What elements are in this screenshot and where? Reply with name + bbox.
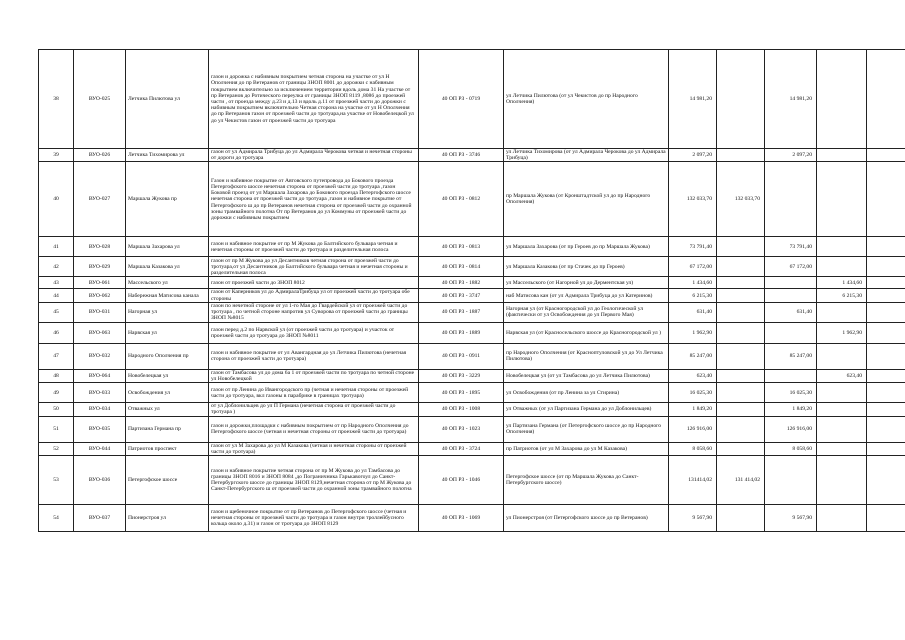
- table-row: [39, 257, 905, 277]
- area-category-3-cell: [817, 257, 867, 277]
- total-area-cell: 131414,02: [669, 456, 717, 505]
- area-category-2-cell: 9 567,90: [765, 505, 817, 532]
- row-number-cell: 44: [39, 289, 74, 302]
- area-category-1-cell: [717, 403, 765, 416]
- object-code-cell: ВУО-061: [74, 277, 126, 289]
- street-location-cell: пр Маршала Жукова (от Кронштадтской ул до пр Народного Ополчения): [504, 162, 669, 237]
- object-description-cell: газон от ул Адмирала Трибуца до ул Адмирала Черокова четная и нечетная стороны от дороги до тротуара: [209, 149, 419, 162]
- object-code-cell: ВУО-044: [74, 442, 126, 455]
- row-number-cell: 45: [39, 302, 74, 322]
- table-row: [39, 237, 905, 257]
- object-name-cell: Новобелецкая ул: [126, 369, 209, 382]
- object-description-cell: газон от пр М Жукова до ул Десантников четная сторона от проезжей части до тротуара,от ул Десантников до Балтийского бульвара четная и нечетная стороны и разделительная полоса: [209, 257, 419, 277]
- area-category-1-cell: [717, 289, 765, 302]
- street-location-cell: Новобелецкая ул (от ул Тамбасова до ул Летчика Пилютова): [504, 369, 669, 382]
- table-row: [39, 505, 905, 532]
- object-description-cell: Газон и набивное покрытие от Автовского путепровода до Бокового проезда Петергофского шоссе нечетная сторона от проезжей части до тротуара ,газон Боковой проезд от ул Маршала Захарова до Бокового проезда Петергофского шоссе нечетная сторона от проезжей части до тротуара ,газон и набивное покрытие от Петергофского ш до пр Ветеранов нечетная сторона от проезжей части до охранной зоны трамвайного полотна От пр Ветеранов до ул Коммуны от проезжей части до дорожки с набивным покрытием: [209, 162, 419, 237]
- area-category-3-cell: [817, 149, 867, 162]
- object-code-cell: ВУО-034: [74, 403, 126, 416]
- area-category-2-cell: [765, 289, 817, 302]
- area-category-3-cell: [817, 505, 867, 532]
- object-name-cell: Петергофское шоссе: [126, 456, 209, 505]
- object-name-cell: Маршала Жукова пр: [126, 162, 209, 237]
- row-number-cell: 49: [39, 383, 74, 403]
- area-category-2-cell: 85 247,00: [765, 343, 817, 369]
- object-name-cell: Патриотов проспект: [126, 442, 209, 455]
- row-number-cell: 53: [39, 456, 74, 505]
- object-code-cell: ВУО-036: [74, 456, 126, 505]
- registry-number-cell: 40 ОП РЗ - 0814: [419, 257, 504, 277]
- total-area-cell: 9 567,90: [669, 505, 717, 532]
- area-category-2-cell: [765, 322, 817, 343]
- area-category-3-cell: [817, 416, 867, 442]
- object-description-cell: газон от Каперников ул до АдмиралаТрибуца ул от проезжей части до тротуара обе стороны: [209, 289, 419, 302]
- object-description-cell: газон от пр Ленина до Ивангородского пр (четная и нечетная стороны от проезжей части до тротуара, вкл газоны в парабрике в границах тротуара): [209, 383, 419, 403]
- area-category-3-cell: [817, 162, 867, 237]
- total-area-cell: 126 916,00: [669, 416, 717, 442]
- total-area-cell: 1 962,90: [669, 322, 717, 343]
- object-name-cell: Набережная Матисова канала: [126, 289, 209, 302]
- object-description-cell: газон и щебеночное покрытие от пр Ветеранов до Петергофского шоссе (четная и нечетная стороны от проезжей части до тротуара и газон внутри троллейбусного кольца около д.31) и газон от тротуара до ЗНОП 8129: [209, 505, 419, 532]
- area-category-1-cell: [717, 149, 765, 162]
- registry-number-cell: 40 ОП РЗ - 1889: [419, 322, 504, 343]
- area-category-3-cell: [817, 456, 867, 505]
- object-description-cell: газон от проезжей части до ЗНОП 8012: [209, 277, 419, 289]
- area-category-4-cell: [867, 403, 905, 416]
- area-category-1-cell: [717, 369, 765, 382]
- object-name-cell: Народного Ополчения пр: [126, 343, 209, 369]
- registry-number-cell: 40 ОП РЗ - 0813: [419, 237, 504, 257]
- object-name-cell: Нагорная ул: [126, 302, 209, 322]
- total-area-cell: 8 058,60: [669, 442, 717, 455]
- object-code-cell: ВУО-025: [74, 50, 126, 149]
- object-code-cell: ВУО-064: [74, 369, 126, 382]
- total-area-cell: 631,40: [669, 302, 717, 322]
- object-name-cell: Партизана Германа пр: [126, 416, 209, 442]
- registry-number-cell: 40 ОП РЗ - 1069: [419, 505, 504, 532]
- street-location-cell: ул Партизана Германа (от Петергофского шоссе до пр Народного Ополчения): [504, 416, 669, 442]
- total-area-cell: 6 215,30: [669, 289, 717, 302]
- street-location-cell: ул Пионерстроя (от Петергофского шоссе до пр Ветеранов): [504, 505, 669, 532]
- area-category-4-cell: [867, 302, 905, 322]
- object-description-cell: газон перед д.2 по Нарвской ул (от проезжей части до тротуара) и участок от проезжей части до тротуара до ЗНОП №8011: [209, 322, 419, 343]
- object-code-cell: ВУО-028: [74, 237, 126, 257]
- area-category-3-cell: 623,40: [817, 369, 867, 382]
- total-area-cell: 16 025,30: [669, 383, 717, 403]
- area-category-4-cell: [867, 383, 905, 403]
- area-category-1-cell: [717, 442, 765, 455]
- registry-number-cell: 40 ОП РЗ - 3747: [419, 289, 504, 302]
- area-category-4-cell: [867, 257, 905, 277]
- total-area-cell: 2 097,20: [669, 149, 717, 162]
- table-body: [39, 50, 905, 532]
- total-area-cell: 132 033,70: [669, 162, 717, 237]
- row-number-cell: 48: [39, 369, 74, 382]
- total-area-cell: 85 247,00: [669, 343, 717, 369]
- area-category-4-cell: [867, 505, 905, 532]
- area-category-1-cell: [717, 277, 765, 289]
- total-area-cell: 623,40: [669, 369, 717, 382]
- area-category-2-cell: 16 025,30: [765, 383, 817, 403]
- table-row: [39, 302, 905, 322]
- area-category-2-cell: 8 058,60: [765, 442, 817, 455]
- area-category-1-cell: [717, 237, 765, 257]
- row-number-cell: 46: [39, 322, 74, 343]
- street-location-cell: ул Летчика Тихомирова (от ул Адмирала Черокова до ул Адмирала Трибуца): [504, 149, 669, 162]
- area-category-1-cell: [717, 50, 765, 149]
- object-description-cell: газон и дорожки,площадки с набивным покрытием от пр Народного Ополчения до Петергофского шоссе (четная и нечетная стороны от проезжей части до тротуара): [209, 416, 419, 442]
- object-name-cell: Массельского ул: [126, 277, 209, 289]
- row-number-cell: 41: [39, 237, 74, 257]
- area-category-2-cell: 2 097,20: [765, 149, 817, 162]
- row-number-cell: 50: [39, 403, 74, 416]
- area-category-2-cell: 631,40: [765, 302, 817, 322]
- area-category-2-cell: 1 849,20: [765, 403, 817, 416]
- object-name-cell: Летчика Тихомирова ул: [126, 149, 209, 162]
- area-category-3-cell: [817, 343, 867, 369]
- row-number-cell: 42: [39, 257, 74, 277]
- registry-number-cell: 40 ОП РЗ - 3746: [419, 149, 504, 162]
- area-category-4-cell: [867, 416, 905, 442]
- object-name-cell: Пионерстроя ул: [126, 505, 209, 532]
- area-category-3-cell: 1 962,90: [817, 322, 867, 343]
- table-row: [39, 369, 905, 382]
- area-category-4-cell: [867, 149, 905, 162]
- row-number-cell: 39: [39, 149, 74, 162]
- registry-number-cell: 40 ОП РЗ - 0812: [419, 162, 504, 237]
- area-category-1-cell: [717, 416, 765, 442]
- total-area-cell: 67 172,00: [669, 257, 717, 277]
- registry-number-cell: 40 ОП РЗ - 1046: [419, 456, 504, 505]
- street-location-cell: ул Массельского (от Нагорной ул до Дерментская ул): [504, 277, 669, 289]
- area-category-3-cell: [817, 403, 867, 416]
- object-code-cell: ВУО-035: [74, 416, 126, 442]
- area-category-4-cell: [867, 322, 905, 343]
- area-category-1-cell: [717, 383, 765, 403]
- area-category-4-cell: [867, 277, 905, 289]
- object-description-cell: газон от ул М Захарова до ул М Казакова (четная и нечетная стороны от проезжей части до тротуара): [209, 442, 419, 455]
- area-category-1-cell: [717, 505, 765, 532]
- object-name-cell: Маршала Казакова ул: [126, 257, 209, 277]
- area-category-4-cell: [867, 50, 905, 149]
- table-row: [39, 289, 905, 302]
- object-description-cell: газон и дорожка с набивным покрытием четная сторона на участке от ул Н Ополчения до пр Ветеранов от границы ЗНОП 8001 до дорожки с набивным покрытием включительно за исключением территории вдоль дома 31 На участке от пр Ветеранов до Ротического переулка от границы ЗНОП 8119 ,8086 до проезжей части , от проезда между д.23 и д.13 и вдоль д.11 от проезжей части до дорожки с набивным покрытием включительно Четная сторона на участке от ул Н Ополчения до пр Ветеранов газон от проезжей части до тротуара,на участке от Новобелецкой ул до ул Чекистов газон от проезжей части до тротуара: [209, 50, 419, 149]
- area-category-3-cell: [817, 442, 867, 455]
- row-number-cell: 38: [39, 50, 74, 149]
- area-category-2-cell: 73 791,40: [765, 237, 817, 257]
- object-code-cell: ВУО-027: [74, 162, 126, 237]
- total-area-cell: 1 434,60: [669, 277, 717, 289]
- street-location-cell: ул Летчика Пилютова (от ул Чекистов до пр Народного Ополчения): [504, 50, 669, 149]
- table-row: [39, 149, 905, 162]
- row-number-cell: 40: [39, 162, 74, 237]
- total-area-cell: 14 981,20: [669, 50, 717, 149]
- row-number-cell: 43: [39, 277, 74, 289]
- area-category-3-cell: 6 215,30: [817, 289, 867, 302]
- object-code-cell: ВУО-063: [74, 322, 126, 343]
- table-row: [39, 456, 905, 505]
- table-row: [39, 442, 905, 455]
- street-location-cell: ул Освобождения (от пр Ленина за ул Стирина): [504, 383, 669, 403]
- area-category-2-cell: [765, 456, 817, 505]
- area-category-4-cell: [867, 369, 905, 382]
- object-code-cell: ВУО-033: [74, 383, 126, 403]
- area-category-3-cell: [817, 237, 867, 257]
- area-category-2-cell: 126 916,00: [765, 416, 817, 442]
- object-name-cell: Отважных ул: [126, 403, 209, 416]
- area-category-3-cell: [817, 302, 867, 322]
- registry-number-cell: 40 ОП РЗ - 0719: [419, 50, 504, 149]
- area-category-1-cell: [717, 257, 765, 277]
- object-name-cell: Нарвская ул: [126, 322, 209, 343]
- row-number-cell: 54: [39, 505, 74, 532]
- registry-number-cell: 40 ОП РЗ - 1895: [419, 383, 504, 403]
- table-row: [39, 277, 905, 289]
- street-location-cell: ул Отважных (от ул Партизана Германа до ул Доблонильцев): [504, 403, 669, 416]
- object-description-cell: газон по нечетной стороне от ул 1-го Мая до Гвардейской ул от проезжей части до тротуара , по четной стороне напротив ул Суворова от проезжей части до границы ЗНОП №8015: [209, 302, 419, 322]
- object-code-cell: ВУО-032: [74, 343, 126, 369]
- table-row: [39, 162, 905, 237]
- street-location-cell: пр Народного Ополчения (от Красноптуловской ул до Ул Летчика Пилютова): [504, 343, 669, 369]
- street-location-cell: наб Матисова кан (от ул Адмирала Трибуца до ул Катеринов): [504, 289, 669, 302]
- table-row: [39, 416, 905, 442]
- area-category-1-cell: [717, 343, 765, 369]
- registry-number-cell: 40 ОП РЗ - 3229: [419, 369, 504, 382]
- street-location-cell: пр Патриотов (от ул М Захарова до ул М Казакова): [504, 442, 669, 455]
- object-name-cell: Летчика Пилютова ул: [126, 50, 209, 149]
- area-category-2-cell: [765, 277, 817, 289]
- object-code-cell: ВУО-037: [74, 505, 126, 532]
- area-category-1-cell: 131 414,02: [717, 456, 765, 505]
- street-location-cell: ул Маршала Захарова (от пр Героев до пр Маршала Жукова): [504, 237, 669, 257]
- object-description-cell: газон от Тамбасова ул до дома 6а 1 от проезжей части по тротуара по четной стороне ул Новобелецкой: [209, 369, 419, 382]
- area-category-3-cell: [817, 383, 867, 403]
- object-name-cell: Маршала Захарова ул: [126, 237, 209, 257]
- table-row: [39, 343, 905, 369]
- object-code-cell: ВУО-031: [74, 302, 126, 322]
- registry-number-cell: 40 ОП РЗ - 1008: [419, 403, 504, 416]
- object-description-cell: газон и набивное покрытие от пр М Жукова до Балтийского бульвара четная и нечетная стороны от проезжей части до тротуара и разделительная полоса: [209, 237, 419, 257]
- area-category-4-cell: [867, 162, 905, 237]
- table-row: [39, 50, 905, 149]
- area-category-3-cell: 1 434,60: [817, 277, 867, 289]
- area-category-4-cell: [867, 237, 905, 257]
- object-name-cell: Освобождения ул: [126, 383, 209, 403]
- street-location-cell: ул Маршала Казакова (от пр Стачек до пр Героев): [504, 257, 669, 277]
- area-category-4-cell: [867, 442, 905, 455]
- object-description-cell: от ул Доблонильцев до ул П Германа (нечетная сторона от проезжей части до тротуара ): [209, 403, 419, 416]
- area-category-4-cell: [867, 289, 905, 302]
- total-area-cell: 1 849,20: [669, 403, 717, 416]
- area-category-1-cell: [717, 322, 765, 343]
- registry-number-cell: 40 ОП РЗ - 1887: [419, 302, 504, 322]
- object-code-cell: ВУО-026: [74, 149, 126, 162]
- area-category-1-cell: [717, 302, 765, 322]
- area-category-2-cell: 14 981,20: [765, 50, 817, 149]
- row-number-cell: 51: [39, 416, 74, 442]
- object-description-cell: газон и набивное покрытие четная сторона от пр М Жукова до ул Тамбасова до границы ЗНОП 8016 и ЗНОП 8084 ,до Пограничника Гарькавогоул до Санкт-Петербургского шоссе до границы ЗНОП 8129,нечетная сторона от пр М Жукова до Санкт-Петербургского ш от проезжей части до охранной зоны трамвайного полотна: [209, 456, 419, 505]
- table-row: [39, 383, 905, 403]
- street-location-cell: Нагорная ул (от Красногородской ул до Геологической ул (фактически от ул Освобождения до ул Первого Мая): [504, 302, 669, 322]
- area-category-2-cell: [765, 369, 817, 382]
- area-category-2-cell: [765, 162, 817, 237]
- land-plots-table: [38, 49, 905, 532]
- registry-number-cell: 40 ОП РЗ - 1023: [419, 416, 504, 442]
- area-category-4-cell: [867, 343, 905, 369]
- row-number-cell: 47: [39, 343, 74, 369]
- area-category-1-cell: 132 033,70: [717, 162, 765, 237]
- street-location-cell: Нарвская ул (от Красносельского шоссе до Красногородской ул ): [504, 322, 669, 343]
- object-code-cell: ВУО-029: [74, 257, 126, 277]
- street-location-cell: Петергофское шоссе (от пр Маршала Жукова до Санкт-Петербургского шоссе): [504, 456, 669, 505]
- total-area-cell: 73 791,40: [669, 237, 717, 257]
- row-number-cell: 52: [39, 442, 74, 455]
- object-description-cell: газон и набивное покрытие от ул Авангардная до ул Летчика Пилютова (нечетная сторона от проезжей части до тротуара): [209, 343, 419, 369]
- registry-number-cell: 40 ОП РЗ - 1882: [419, 277, 504, 289]
- area-category-2-cell: 67 172,00: [765, 257, 817, 277]
- document-page: [38, 49, 866, 532]
- table-row: [39, 322, 905, 343]
- area-category-4-cell: [867, 456, 905, 505]
- object-code-cell: ВУО-062: [74, 289, 126, 302]
- area-category-3-cell: [817, 50, 867, 149]
- registry-number-cell: 40 ОП РЗ - 0911: [419, 343, 504, 369]
- registry-number-cell: 40 ОП РЗ - 3724: [419, 442, 504, 455]
- table-row: [39, 403, 905, 416]
